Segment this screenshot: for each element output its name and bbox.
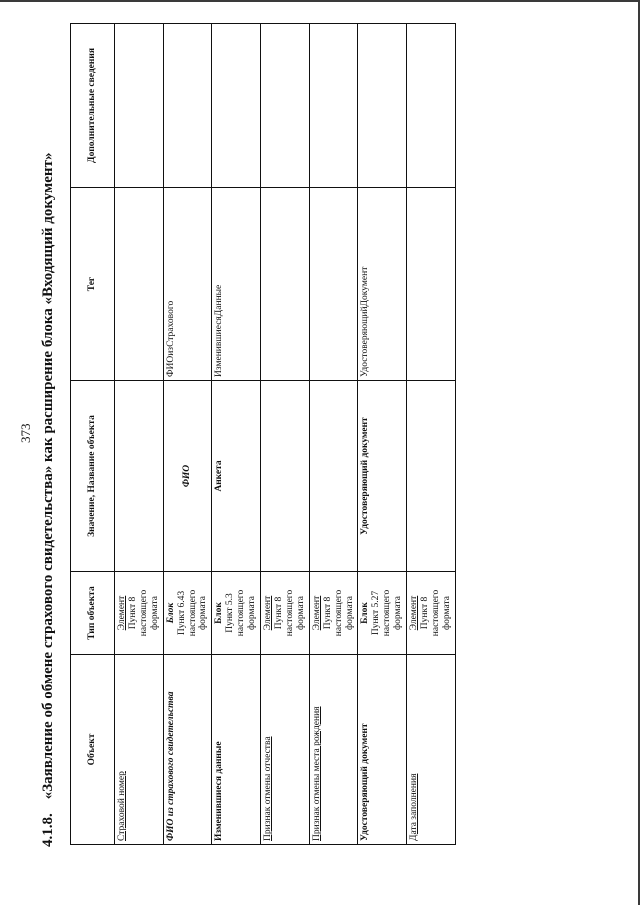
cell-object: Признак отмены отчества <box>261 655 310 845</box>
cell-tag <box>407 188 456 381</box>
header-extra: Дополнительные сведения <box>71 24 115 188</box>
table-row <box>115 24 164 845</box>
cell-value: Анкета <box>212 381 261 572</box>
cell-tag: УдостоверяющийДокумент <box>358 188 407 381</box>
type-kind: Элемент <box>117 595 127 631</box>
type-ref: Пункт 6.43 настоящего формата <box>176 589 209 637</box>
cell-tag: ФИОизСтрахового <box>163 188 212 381</box>
cell-type <box>407 572 456 655</box>
cell-object: Дата заполнения <box>407 655 456 845</box>
table-row <box>309 24 358 845</box>
cell-type <box>115 572 164 655</box>
table-row <box>407 24 456 845</box>
page-number: 373 <box>18 423 33 443</box>
cell-extra <box>261 24 310 188</box>
section-heading <box>40 153 57 847</box>
cell-value <box>261 381 310 572</box>
table-row <box>358 24 407 845</box>
cell-value <box>115 381 164 572</box>
section-number: 4.1.8. <box>40 813 56 847</box>
type-ref: Пункт 5.3 настоящего формата <box>225 589 258 637</box>
spec-table <box>70 23 456 845</box>
type-ref: Пункт 8 настоящего формата <box>420 589 452 637</box>
table-row <box>163 24 212 845</box>
type-kind: Элемент <box>263 595 274 631</box>
cell-tag: ИзменившиесяДанные <box>212 188 261 381</box>
cell-tag <box>261 188 310 381</box>
cell-extra <box>309 24 358 188</box>
cell-object: ФИО из страхового свидетельства <box>163 655 212 845</box>
cell-extra <box>163 24 212 188</box>
cell-tag <box>115 188 164 381</box>
cell-extra <box>115 24 164 188</box>
cell-object: Удостоверяющий документ <box>358 655 407 845</box>
cell-type <box>358 572 407 655</box>
cell-type <box>163 572 212 655</box>
header-type: Тип объекта <box>71 572 115 655</box>
type-ref: Пункт 8 настоящего формата <box>273 589 306 637</box>
cell-value: ФИО <box>163 381 212 572</box>
section-title: «Заявление об обмене страхового свидетельства» как расширение блока «Входящий документ» <box>40 152 56 800</box>
cell-extra <box>212 24 261 188</box>
table-row <box>261 24 310 845</box>
cell-tag <box>309 188 358 381</box>
table-row <box>212 24 261 845</box>
cell-value: Удостоверяющий документ <box>358 381 407 572</box>
type-kind: Элемент <box>311 595 322 631</box>
cell-value <box>407 381 456 572</box>
cell-object: Страховой номер <box>115 655 164 845</box>
cell-object: Изменившиеся данные <box>212 655 261 845</box>
type-kind: Блок <box>214 602 225 624</box>
type-ref: Пункт 8 настоящего формата <box>322 589 355 637</box>
cell-type <box>212 572 261 655</box>
cell-extra <box>407 24 456 188</box>
header-value: Значение, Название объекта <box>71 381 115 572</box>
type-ref: Пункт 5.27 настоящего формата <box>371 589 404 637</box>
header-tag: Тег <box>71 188 115 381</box>
type-kind: Блок <box>165 602 176 624</box>
cell-extra <box>358 24 407 188</box>
cell-value <box>309 381 358 572</box>
cell-type <box>309 572 358 655</box>
type-kind: Блок <box>360 602 371 624</box>
table-header-row <box>71 24 115 845</box>
cell-object: Признак отмены места рождения <box>309 655 358 845</box>
type-ref: Пункт 8 настоящего формата <box>127 589 160 637</box>
type-kind: Элемент <box>409 595 420 631</box>
cell-type <box>261 572 310 655</box>
header-object: Объект <box>71 655 115 845</box>
